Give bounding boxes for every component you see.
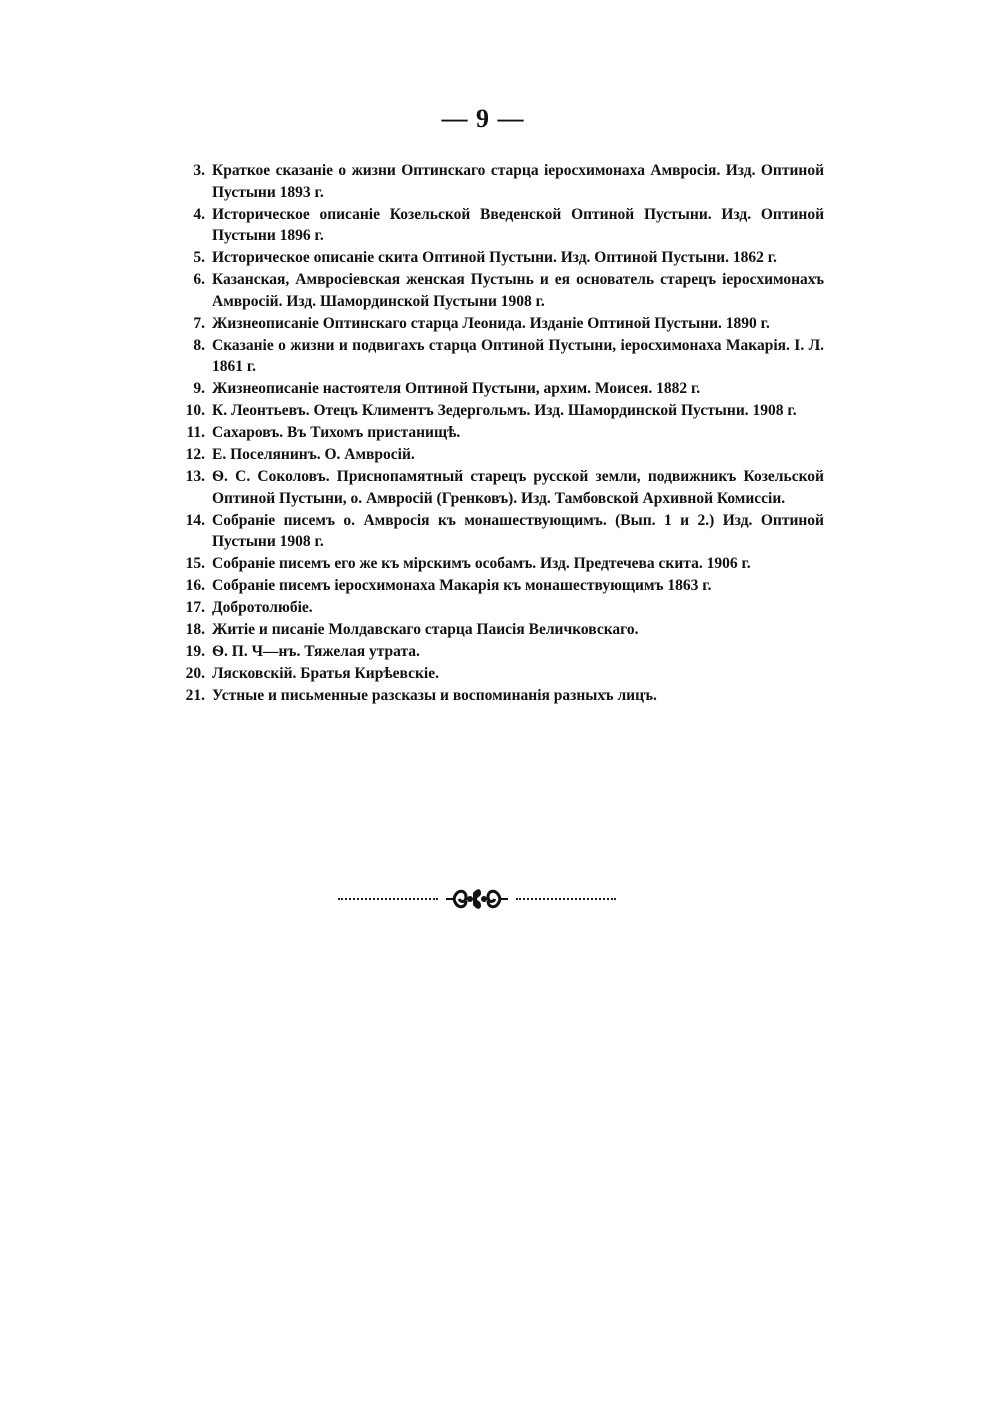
entry-number: 16.	[185, 577, 205, 594]
entry-number: 5.	[193, 249, 205, 266]
bibliography-entry	[176, 466, 824, 509]
entry-number: 15.	[185, 555, 205, 572]
entry-number: 4.	[193, 205, 205, 223]
bibliography-entry	[176, 378, 824, 400]
entry-text: Житіе и писаніе Молдавскаго старца Паисія Величковскаго.	[212, 621, 639, 638]
ornament-dotted-line-right	[516, 898, 616, 900]
bibliography-entry	[176, 553, 824, 575]
bibliography-entry	[176, 269, 824, 312]
entry-text: К. Леонтьевъ. Отецъ Климентъ Зедергольмъ. Изд. Шамординской Пустыни. 1908 г.	[212, 402, 797, 419]
entry-number: 12.	[185, 446, 205, 463]
ornament-dotted-line-left	[338, 898, 438, 900]
entry-number: 3.	[193, 162, 205, 179]
entry-number: 11.	[186, 424, 205, 441]
bibliography-entry	[176, 313, 824, 335]
entry-number: 17.	[185, 599, 205, 616]
bibliography-entry	[176, 422, 824, 444]
bibliography-entry	[176, 204, 824, 247]
entry-text: Историческое описаніе скита Оптиной Пустыни. Изд. Оптиной Пустыни. 1862 г.	[212, 249, 777, 266]
bibliography-entry	[176, 160, 824, 203]
entry-text: Жизнеописаніе настоятеля Оптиной Пустыни, архим. Моисея. 1882 г.	[212, 380, 701, 397]
entry-text: Сказаніе о жизни и подвигахъ старца Оптиной Пустыни, іеросхимонаха Макарія. I. Л. 1861 г.	[212, 336, 824, 375]
page-number: — 9 —	[441, 104, 525, 133]
entry-number: 13.	[185, 468, 205, 485]
bibliography-entry	[176, 247, 824, 269]
entry-text: Устные и письменные разсказы и воспоминанія разныхъ лицъ.	[212, 687, 657, 704]
entry-text: Собраніе писемъ іеросхимонаха Макарія къ монашествующимъ 1863 г.	[212, 577, 712, 594]
entry-text: Добротолюбіе.	[212, 599, 313, 616]
entry-number: 18.	[185, 621, 205, 638]
entry-number: 19.	[185, 643, 205, 660]
bibliography-entry	[176, 575, 824, 597]
bibliography-entry	[176, 510, 824, 553]
entry-number: 9.	[193, 380, 205, 397]
bibliography-entry	[176, 335, 824, 378]
bibliography-entry	[176, 597, 824, 619]
bibliography-list	[176, 160, 824, 707]
entry-number: 10.	[185, 402, 205, 419]
bibliography-entry	[176, 663, 824, 685]
entry-number: 20.	[185, 665, 205, 682]
bibliography-entry	[176, 400, 824, 422]
bibliography-entry	[176, 641, 824, 663]
entry-text: Собраніе писемъ его же къ мірскимъ особамъ. Изд. Предтечева скита. 1906 г.	[212, 555, 751, 572]
entry-text: Е. Поселянинъ. О. Амвросій.	[212, 446, 415, 463]
entry-text: Ѳ. С. Соколовъ. Приснопамятный старецъ русской земли, подвижникъ Козельской Оптиной Пустыни, о. Амвросій (Гренковъ). Изд. Тамбовской Архивной Комиссіи.	[212, 468, 824, 507]
end-ornament	[338, 884, 616, 914]
entry-text: Сахаровъ. Въ Тихомъ пристанищѣ.	[212, 424, 461, 441]
entry-number: 6.	[193, 271, 205, 288]
entry-text: Историческое описаніе Козельской Введенской Оптиной Пустыни. Изд. Оптиной Пустыни 1896 г.	[212, 205, 824, 244]
floral-ornament-icon	[444, 884, 510, 914]
entry-text: Казанская, Амвросіевская женская Пустынь и ея основатель старецъ іеросхимонахъ Амвросій. Изд. Шамординской Пустыни 1908 г.	[212, 271, 824, 310]
entry-number: 7.	[193, 314, 205, 332]
bibliography-entry	[176, 444, 824, 466]
entry-text: Ѳ. П. Ч—нъ. Тяжелая утрата.	[212, 643, 420, 660]
bibliography-entry	[176, 619, 824, 641]
entry-text: Краткое сказаніе о жизни Оптинскаго старца іеросхимонаха Амвросія. Изд. Оптиной Пустыни 1893 г.	[212, 162, 824, 201]
bibliography-entry	[176, 685, 824, 707]
entry-number: 14.	[185, 511, 205, 529]
entry-number: 8.	[193, 336, 205, 354]
entry-text: Жизнеописаніе Оптинскаго старца Леонида. Изданіе Оптиной Пустыни. 1890 г.	[212, 314, 770, 332]
entry-text: Лясковскій. Братья Кирѣевскіе.	[212, 665, 439, 682]
entry-number: 21.	[185, 687, 205, 704]
entry-text: Собраніе писемъ о. Амвросія къ монашествующимъ. (Вып. 1 и 2.) Изд. Оптиной Пустыни 1908 г.	[212, 511, 824, 550]
